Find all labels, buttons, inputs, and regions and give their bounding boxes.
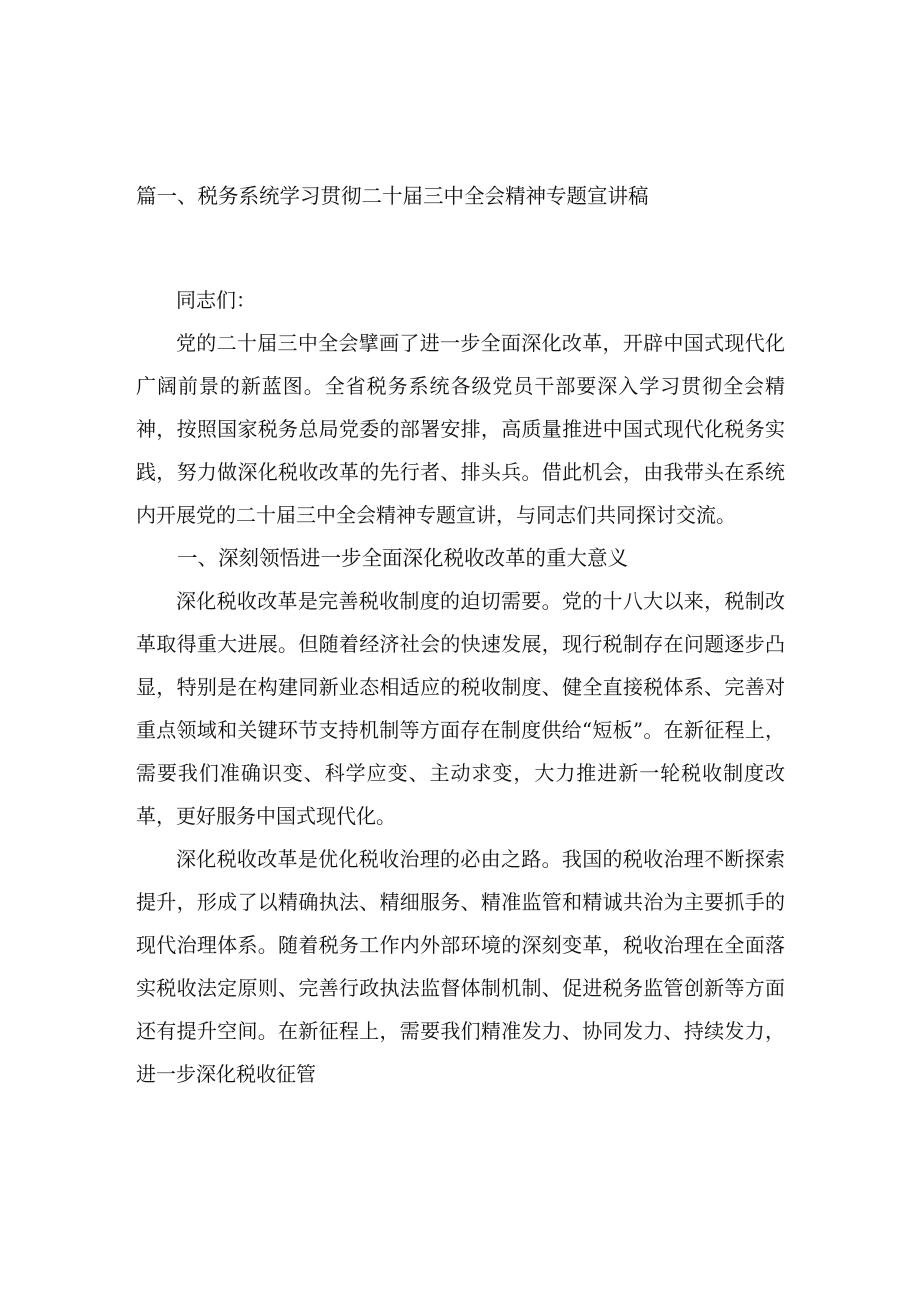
section-heading: 一、深刻领悟进一步全面深化税收改革的重大意义 [177, 546, 628, 570]
body-paragraph-2: 深化税收改革是优化税收治理的必由之路。我国的税收治理不断探索提升，形成了以精确执法、精细服务、精准监管和精诚共治为主要抓手的现代治理体系。随着税务工作内外部环境的深刻变革，税收治理在全面落实税收法定原则、完善行政执法监督体制机制、促进税务监管创新等方面还有提升空间。在新征程上，需要我们精准发力、协同发力、持续发力，进一步深化税收征管 [136, 847, 785, 1086]
intro-paragraph: 党的二十届三中全会擘画了进一步全面深化改革，开辟中国式现代化广阔前景的新蓝图。全省税务系统各级党员干部要深入学习贯彻全会精神，按照国家税务总局党委的部署安排，高质量推进中国式现代化税务实践，努力做深化税收改革的先行者、排头兵。借此机会，由我带头在系统内开展党的二十届三中全会精神专题宣讲，与同志们共同探讨交流。 [136, 331, 785, 527]
document-title: 篇一、税务系统学习贯彻二十届三中全会精神专题宣讲稿 [136, 184, 649, 208]
document-body [136, 279, 785, 1096]
greeting: 同志们： [176, 288, 256, 312]
body-paragraph-1: 深化税收改革是完善税收制度的迫切需要。党的十八大以来，税制改革取得重大进展。但随着经济社会的快速发展，现行税制存在问题逐步凸显，特别是在构建同新业态相适应的税收制度、健全直接税体系、完善对重点领域和关键环节支持机制等方面存在制度供给“短板”。在新征程上，需要我们准确识变、科学应变、主动求变，大力推进新一轮税收制度改革，更好服务中国式现代化。 [136, 589, 785, 828]
